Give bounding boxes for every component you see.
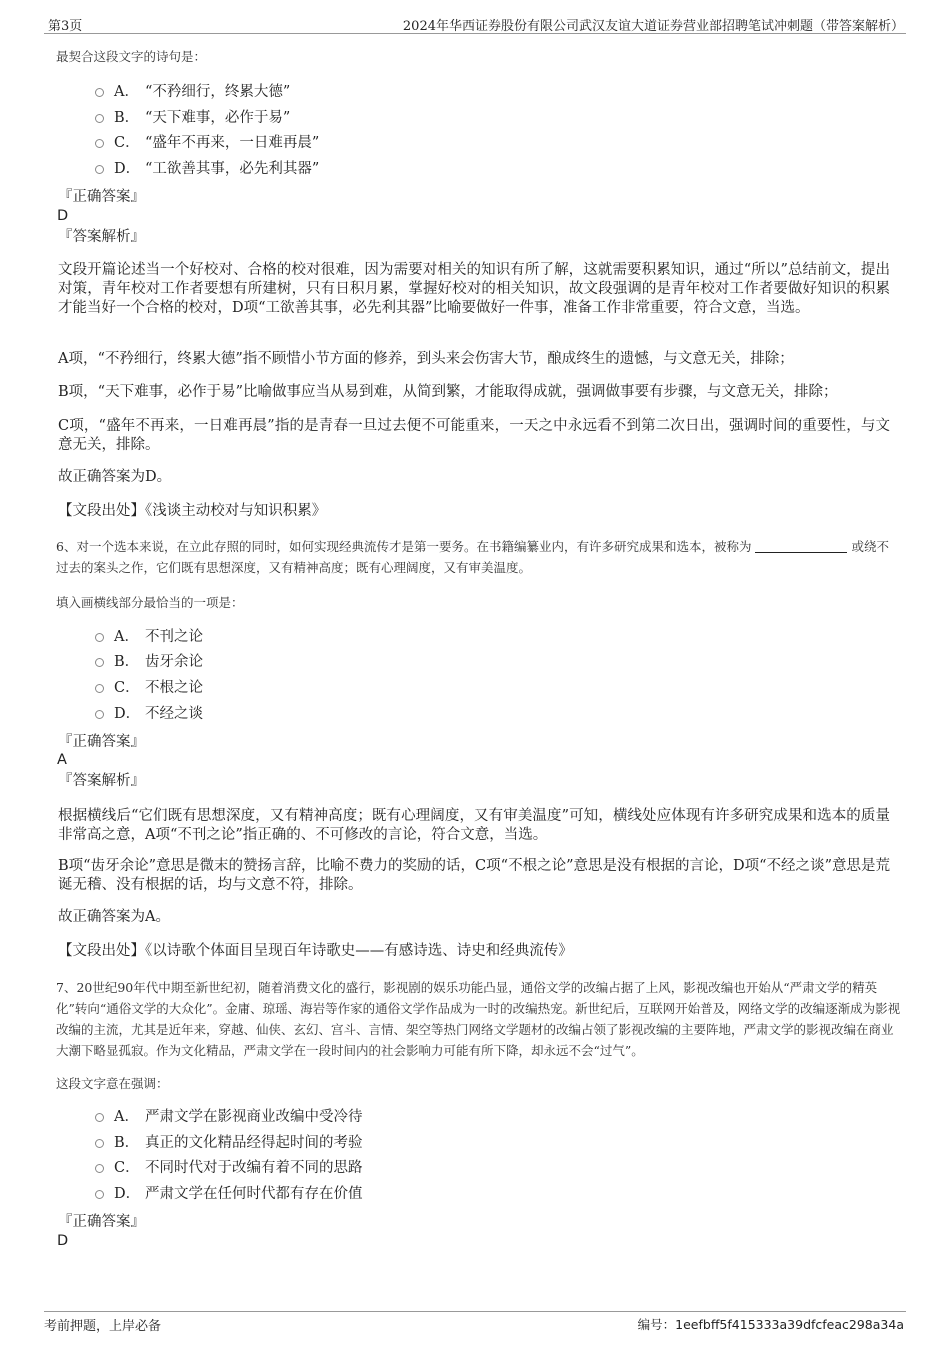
radio-icon[interactable] (95, 1139, 104, 1148)
q6-prompt: 填入画横线部分最恰当的一项是： (56, 595, 244, 610)
q5-analysis-conclusion: 故正确答案为D。 (58, 469, 172, 485)
q6-source: 【文段出处】《以诗歌个体面目呈现百年诗歌史——有感诗选、诗史和经典流传》 (58, 943, 573, 959)
radio-icon[interactable] (95, 684, 104, 693)
q5-prompt: 最契合这段文字的诗句是： (56, 49, 207, 64)
q7-option-c[interactable]: C． 不同时代对于改编有着不同的思路 (95, 1157, 363, 1179)
q6-analysis-para-2: B项“齿牙余论”意思是微末的赞扬言辞，比喻不费力的奖励的话，C项“不根之论”意思是没有根据的言论，D项“不经之谈”意思是荒诞无稽、没有根据的话，均与文意不符，排除。 (58, 858, 890, 893)
q5-analysis-para-1: 文段开篇论述当一个好校对、合格的校对很难，因为需要对相关的知识有所了解，这就需要积累知识，通过“所以”总结前文，提出对策，青年校对工作者要想有所建树，只有日积月累，掌握好校对的相关知识，故文段强调的是青年校对工作者要做好知识的积累才能当好一个合格的校对，D项“工欲善其事，必先利其器”比喻要做好一件事，准备工作非常重要，符合文意，当选。 (58, 262, 890, 316)
q5-analysis-para-4: C项，“盛年不再来，一日难再晨”指的是青春一旦过去便不可能重来，一天之中永远看不到第二次日出，强调时间的重要性，与文意无关，排除。 (58, 418, 890, 453)
radio-icon[interactable] (95, 139, 104, 148)
page-footer (44, 1311, 906, 1334)
q5-option-b[interactable]: B． “天下难事，必作于易” (95, 107, 290, 129)
radio-icon[interactable] (95, 1113, 104, 1122)
q5-analysis-label: 『答案解析』 (58, 229, 145, 245)
q7-correct-label: 『正确答案』 (58, 1214, 145, 1230)
radio-icon[interactable] (95, 1190, 104, 1199)
q7-option-a[interactable]: A． 严肃文学在影视商业改编中受冷待 (95, 1106, 363, 1128)
q7-answer: D (57, 1233, 69, 1249)
document-title: 2024年华西证券股份有限公司武汉友谊大道证券营业部招聘笔试冲刺题（带答案解析） (402, 19, 904, 34)
footer-slogan: 考前押题，上岸必备 (44, 1319, 162, 1334)
q7-option-d[interactable]: D． 严肃文学在任何时代都有存在价值 (95, 1183, 363, 1205)
radio-icon[interactable] (95, 1164, 104, 1173)
q6-analysis-label: 『答案解析』 (58, 773, 145, 789)
q7-option-b[interactable]: B． 真正的文化精品经得起时间的考验 (95, 1132, 363, 1154)
q7-stem: 7、20世纪90年代中期至新世纪初，随着消费文化的盛行，影视剧的娱乐功能凸显，通俗文学的改编占据了上风，影视改编也开始从“严肃文学的精英化”转向“通俗文学的大众化”。金庸、琼瑶、海岩等作家的通俗文学作品成为一时的改编热宠。新世纪后，互联网开始普及，网络文学的改编逐渐成为影视改编的主流，尤其是近年来，穿越、仙侠、玄幻、宫斗、言情、架空等热门网络文学题材的改编占领了影视改编的主要阵地，严肃文学的影视改编在商业大潮下略显孤寂。作为文化精品，严肃文学在一段时间内的社会影响力可能有所下降，却永远不会“过气”。 (56, 980, 901, 1058)
fill-blank-line (755, 540, 847, 553)
q5-correct-label: 『正确答案』 (58, 189, 145, 205)
q5-analysis-para-3: B项，“天下难事，必作于易”比喻做事应当从易到难，从简到繁，才能取得成就，强调做事要有步骤，与文意无关，排除； (58, 384, 838, 400)
q6-option-a[interactable]: A． 不刊之论 (95, 626, 203, 648)
q5-source: 【文段出处】《浅谈主动校对与知识积累》 (58, 503, 327, 519)
q5-option-d[interactable]: D． “工欲善其事，必先利其器” (95, 158, 319, 180)
page-number: 第3页 (48, 19, 83, 34)
q6-stem: 6、对一个选本来说，在立此存照的同时，如何实现经典流传才是第一要务。在书籍编纂业内，有许多研究成果和选本，被称为 或绕不过去的案头之作，它们既有思想深度，又有精神高度；既有心理阔度，又有审美温度。 (56, 539, 889, 575)
q6-correct-label: 『正确答案』 (58, 734, 145, 750)
q5-answer: D (57, 208, 69, 224)
q7-prompt: 这段文字意在强调： (56, 1076, 169, 1091)
radio-icon[interactable] (95, 165, 104, 174)
page-header (44, 14, 906, 34)
q6-option-c[interactable]: C． 不根之论 (95, 677, 203, 699)
q6-analysis-para-1: 根据横线后“它们既有思想深度，又有精神高度；既有心理阔度，又有审美温度”可知，横线处应体现有许多研究成果和选本的质量非常高之意，A项“不刊之论”指正确的、不可修改的言论，符合文意，当选。 (58, 808, 890, 843)
radio-icon[interactable] (95, 710, 104, 719)
q6-option-b[interactable]: B． 齿牙余论 (95, 651, 203, 673)
q5-option-a[interactable]: A． “不矜细行，终累大德” (95, 81, 290, 103)
radio-icon[interactable] (95, 114, 104, 123)
q6-analysis-conclusion: 故正确答案为A。 (58, 909, 170, 925)
q5-option-c[interactable]: C． “盛年不再来，一日难再晨” (95, 132, 319, 154)
radio-icon[interactable] (95, 658, 104, 667)
document-code: 编号：1eefbff5f415333a39dfcfeac298a34a (637, 1317, 904, 1332)
radio-icon[interactable] (95, 88, 104, 97)
q5-analysis-para-2: A项，“不矜细行，终累大德”指不顾惜小节方面的修养，到头来会伤害大节，酿成终生的遗憾，与文意无关，排除； (58, 351, 794, 367)
q6-option-d[interactable]: D． 不经之谈 (95, 703, 203, 725)
q6-answer: A (57, 752, 67, 768)
radio-icon[interactable] (95, 633, 104, 642)
